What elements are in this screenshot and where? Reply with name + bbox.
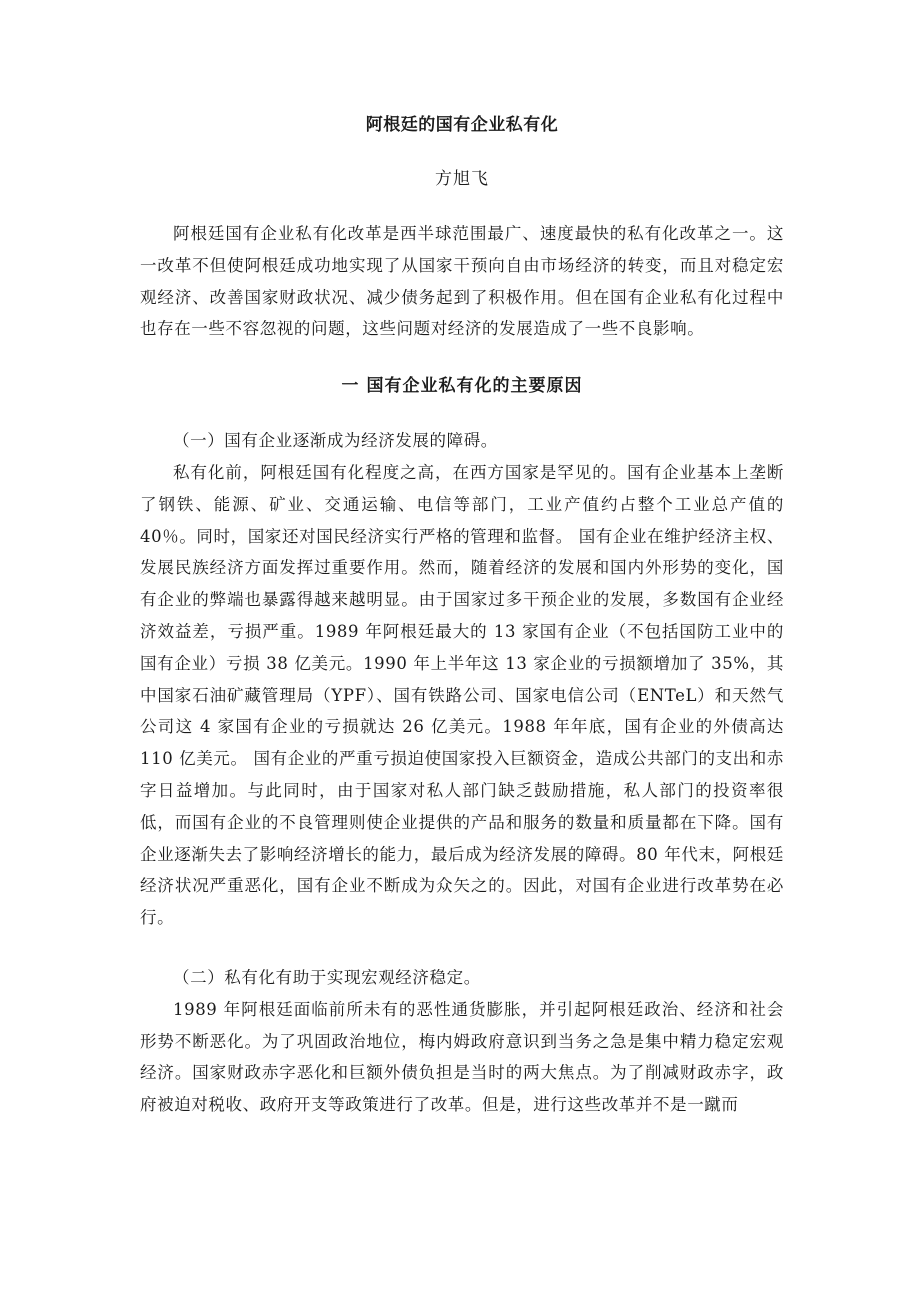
- subsection-heading-1: （一）国有企业逐渐成为经济发展的障碍。: [173, 431, 498, 451]
- document-title: 阿根廷的国有企业私有化: [365, 115, 559, 135]
- section-heading: 一 国有企业私有化的主要原因: [341, 376, 583, 397]
- subsection-body-2: 1989 年阿根廷面临前所未有的恶性通货膨胀，并引起阿根廷政治、经济和社会形势不断恶化。为了巩固政治地位，梅内姆政府意识到当务之急是集中精力稳定宏观经济。国家财政赤字恶化和巨额外债负担是当时的两大焦点。为了削减财政赤字，政府被迫对税收、政府开支等政策进行了改革。但是，进行这些改革并不是一蹴而: [140, 999, 784, 1115]
- subsection-heading-2: （二）私有化有助于实现宏观经济稳定。: [173, 967, 481, 987]
- subsection-body-1: 私有化前，阿根廷国有化程度之高，在西方国家是罕见的。国有企业基本上垄断了钢铁、能源、矿业、交通运输、电信等部门，工业产值约占整个工业总产值的 40％。同时，国家还对国民经济实行严格的管理和监督。 国有企业在维护经济主权、发展民族经济方面发挥过重要作用。然而，随着经济的发展和国内外形势的变化，国有企业的弊端也暴露得越来越明显。由于国家过多干预企业的发展，多数国有企业经济效益差，亏损严重。1989 年阿根廷最大的 13 家国有企业（不包括国防工业中的国有企业）亏损 38 亿美元。1990 年上半年这 13 家企业的亏损额增加了 35%，其中国家石油矿藏管理局（YPF）、国有铁路公司、国家电信公司（ENTeL）和天然气公司这 4 家国有企业的亏损就达 26 亿美元。1988 年年底，国有企业的外债高达 110 亿美元。 国有企业的严重亏损迫使国家投入巨额资金，造成公共部门的支出和赤字日益增加。与此同时，由于国家对私人部门缺乏鼓励措施，私人部门的投资率很低，而国有企业的不良管理则使企业提供的产品和服务的数量和质量都在下降。国有企业逐渐失去了影响经济增长的能力，最后成为经济发展的障碍。80 年代末，阿根廷经济状况严重恶化，国有企业不断成为众矢之的。因此，对国有企业进行改革势在必行。: [140, 462, 784, 928]
- document-author: 方旭飞: [435, 169, 489, 189]
- intro-paragraph: 阿根廷国有企业私有化改革是西半球范围最广、速度最快的私有化改革之一。这一改革不但使阿根廷成功地实现了从国家干预向自由市场经济的转变，而且对稳定宏观经济、改善国家财政状况、减少债务起到了积极作用。但在国有企业私有化过程中也存在一些不容忽视的问题，这些问题对经济的发展造成了一些不良影响。: [140, 224, 784, 339]
